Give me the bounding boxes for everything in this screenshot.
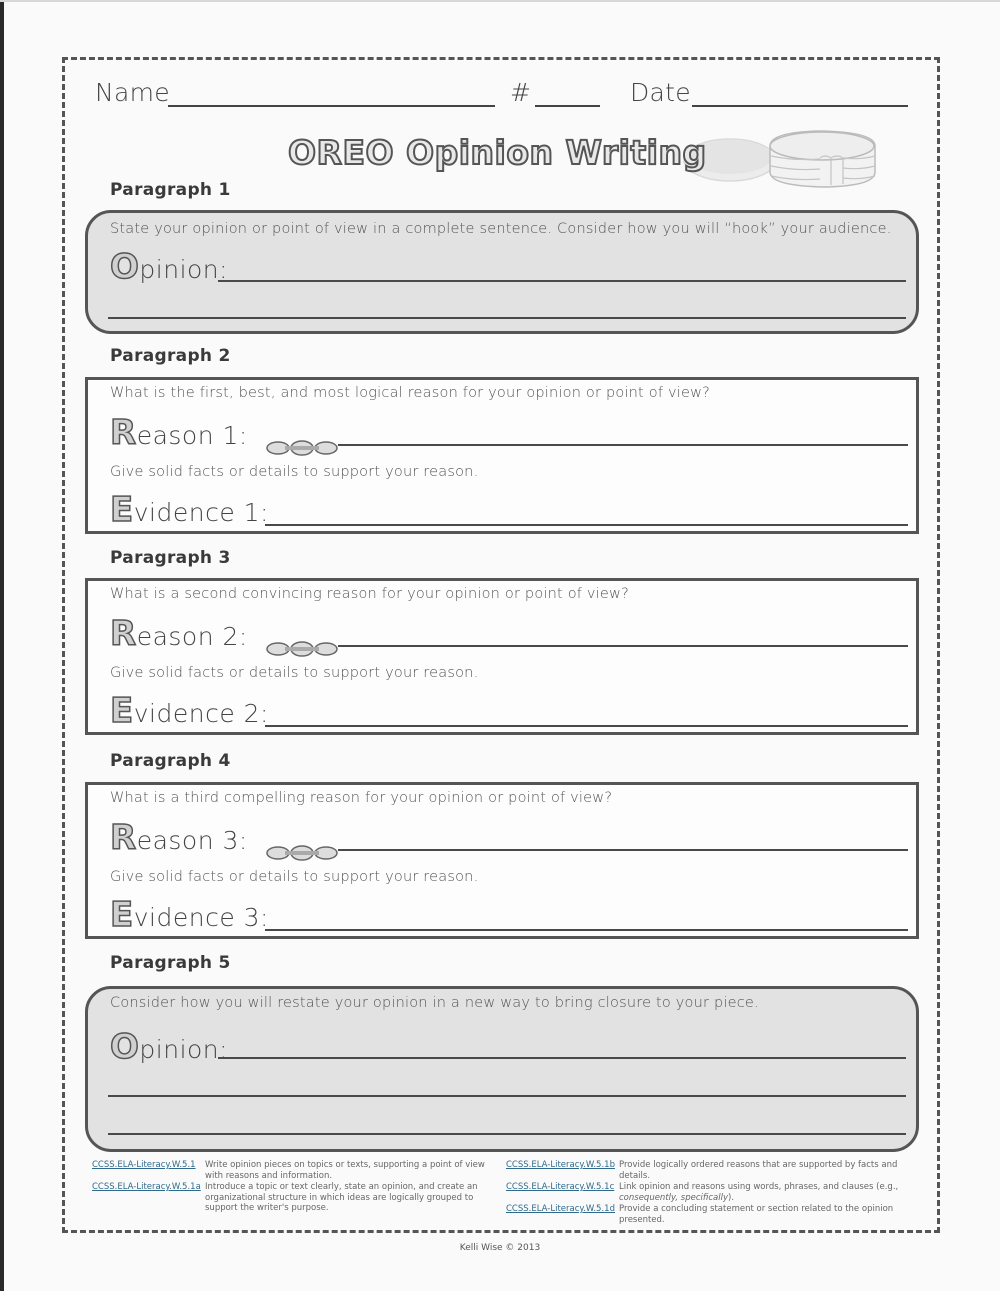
evidence-3-line[interactable] [265, 929, 908, 931]
chain-link-icon [265, 640, 339, 658]
paragraph-4-heading: Paragraph 4 [110, 751, 231, 771]
paragraph-4-prompt: What is a third compelling reason for your opinion or point of view? [110, 790, 613, 806]
name-label: Name [95, 78, 170, 107]
paragraph-1-prompt: State your opinion or point of view in a complete sentence. Consider how you will “hook” your audience. [110, 221, 892, 237]
paragraph-5-prompt: Consider how you will restate your opinion in a new way to bring closure to your piece. [110, 995, 759, 1011]
opinion-line-1[interactable] [218, 280, 906, 282]
standard-link[interactable]: CCSS.ELA-Literacy.W.5.1 [92, 1160, 196, 1170]
paragraph-2-reason-box [85, 377, 919, 534]
standard-row: CCSS.ELA-Literacy.W.5.1 Write opinion pieces on topics or texts, supporting a point of view with reasons and information. [92, 1160, 485, 1181]
standards-footer [92, 1160, 912, 1228]
paragraph-2-heading: Paragraph 2 [110, 346, 231, 366]
chain-link-icon [265, 844, 339, 862]
reason-3-line[interactable] [338, 849, 908, 851]
evidence-3-label: Evidence 3: [110, 895, 269, 935]
evidence-1-line[interactable] [265, 524, 908, 526]
reason-3-label: Reason 3: [110, 818, 248, 858]
paragraph-2-prompt: What is the first, best, and most logical reason for your opinion or point of view? [110, 385, 711, 401]
standard-row: CCSS.ELA-Literacy.W.5.1b Provide logically ordered reasons that are supported by facts and details. [506, 1160, 898, 1181]
paragraph-3-prompt: What is a second convincing reason for your opinion or point of view? [110, 586, 629, 602]
standard-link[interactable]: CCSS.ELA-Literacy.W.5.1d [506, 1204, 615, 1214]
number-label: # [510, 78, 532, 107]
paragraph-5-opinion-box [85, 986, 919, 1152]
opinion-label: Opinion: [110, 247, 229, 287]
student-info-row [95, 78, 910, 112]
opinion-initial: O [110, 247, 140, 287]
paragraph-3-reason-box [85, 578, 919, 735]
standard-row: CCSS.ELA-Literacy.W.5.1c Link opinion and reasons using words, phrases, and clauses (e.g., consequently, specifically). [506, 1182, 899, 1203]
standard-link[interactable]: CCSS.ELA-Literacy.W.5.1a [92, 1182, 201, 1192]
opinion-restated-label: Opinion: [110, 1027, 229, 1067]
opinion-line-2[interactable] [108, 317, 906, 319]
reason-1-label: Reason 1: [110, 413, 248, 453]
standards-right-column [506, 1160, 911, 1226]
scan-top-edge [0, 0, 1000, 2]
evidence-2-line[interactable] [265, 725, 908, 727]
standard-row: CCSS.ELA-Literacy.W.5.1a Introduce a topic or text clearly, state an opinion, and create an organizational structure in which ideas are logically grouped to support the writer's purpose. [92, 1182, 478, 1213]
evidence-1-label: Evidence 1: [110, 490, 269, 530]
name-field[interactable] [168, 105, 495, 107]
standard-link[interactable]: CCSS.ELA-Literacy.W.5.1c [506, 1182, 615, 1192]
paragraph-3-heading: Paragraph 3 [110, 548, 231, 568]
closing-opinion-line-1[interactable] [218, 1057, 906, 1059]
evidence-3-prompt: Give solid facts or details to support your reason. [110, 869, 479, 885]
evidence-1-prompt: Give solid facts or details to support your reason. [110, 464, 479, 480]
paragraph-1-opinion-box [85, 210, 919, 334]
paragraph-4-reason-box [85, 782, 919, 939]
date-field[interactable] [692, 105, 908, 107]
standards-left-column [92, 1160, 497, 1215]
number-field[interactable] [535, 105, 600, 107]
worksheet-title: OREO Opinion Writing [288, 133, 707, 172]
copyright-notice: Kelli Wise © 2013 [459, 1243, 541, 1253]
chain-link-icon [265, 439, 339, 457]
scan-edge [0, 0, 4, 1291]
reason-2-label: Reason 2: [110, 614, 248, 654]
closing-opinion-line-3[interactable] [108, 1133, 906, 1135]
standard-row: CCSS.ELA-Literacy.W.5.1d Provide a concluding statement or section related to the opinion presented. [506, 1204, 894, 1225]
reason-1-line[interactable] [338, 444, 908, 446]
evidence-2-prompt: Give solid facts or details to support your reason. [110, 665, 479, 681]
paragraph-1-heading: Paragraph 1 [110, 180, 231, 200]
standard-link[interactable]: CCSS.ELA-Literacy.W.5.1b [506, 1160, 615, 1170]
evidence-2-label: Evidence 2: [110, 691, 269, 731]
bitten-oreo-stack-icon [765, 128, 880, 190]
date-label: Date [630, 78, 691, 107]
paragraph-5-heading: Paragraph 5 [110, 953, 231, 973]
closing-opinion-line-2[interactable] [108, 1095, 906, 1097]
reason-2-line[interactable] [338, 645, 908, 647]
